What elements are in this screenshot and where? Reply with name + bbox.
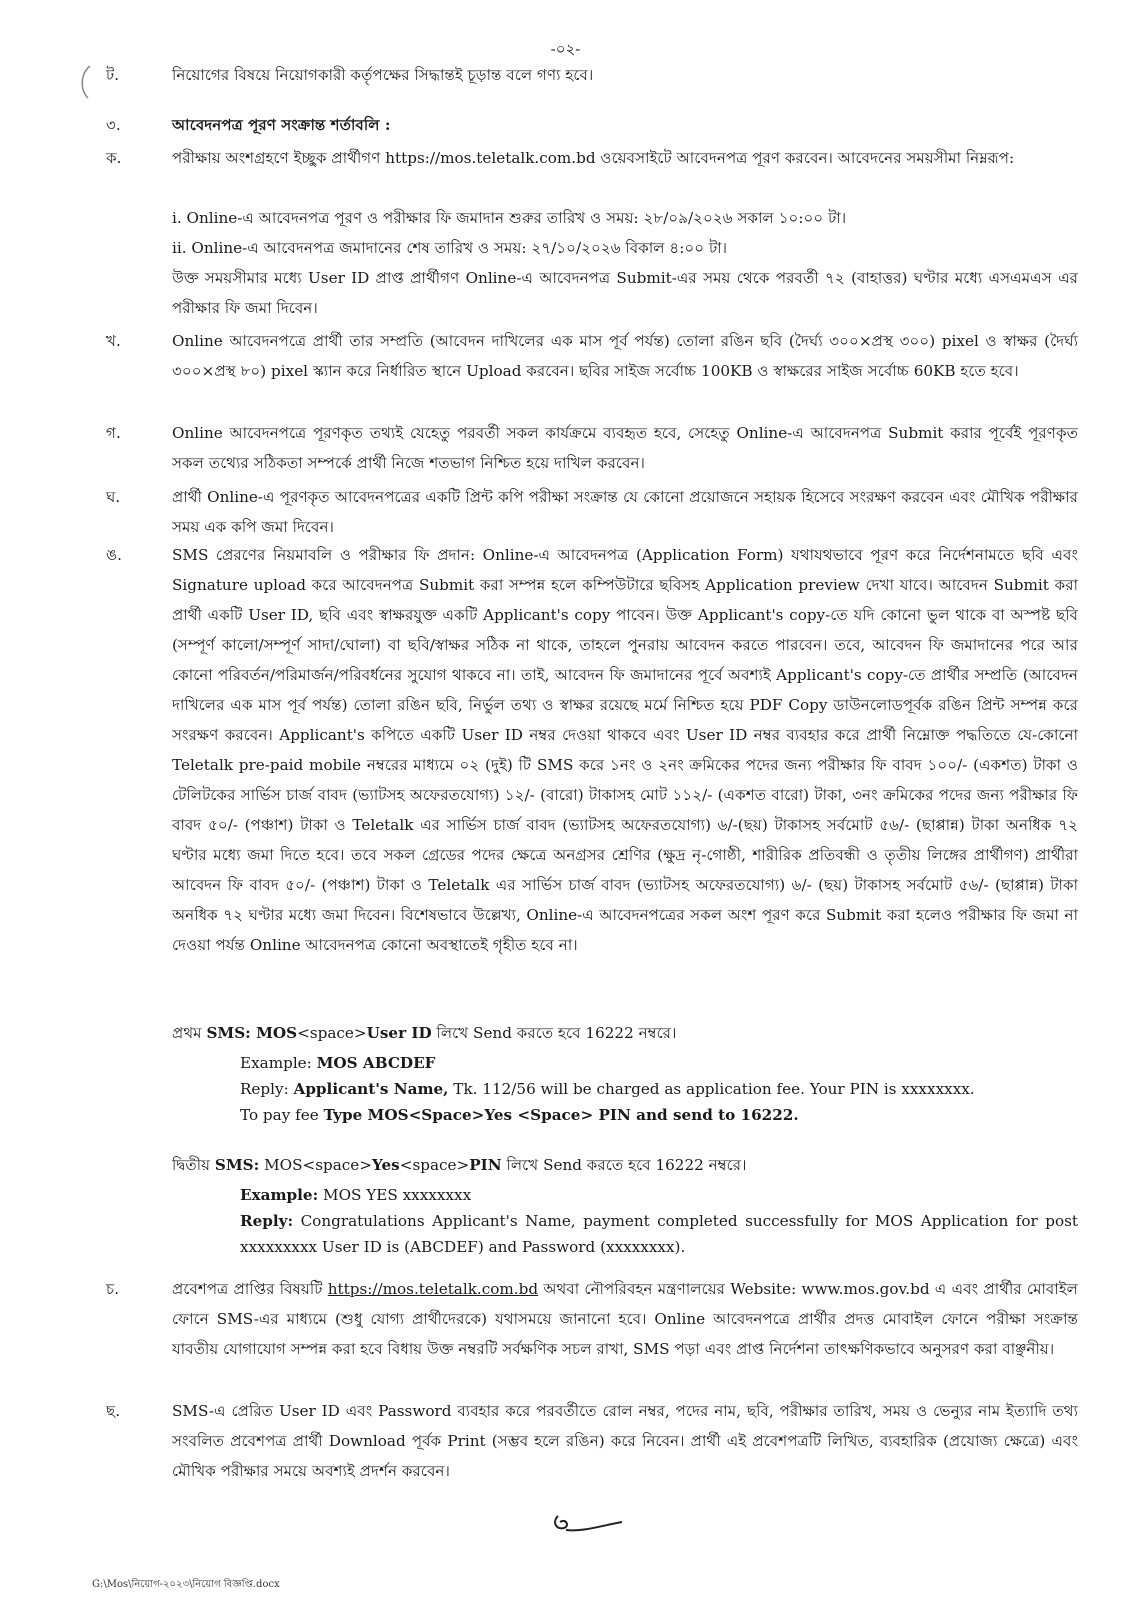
clause-ga — [106, 418, 1078, 478]
deadline-start: i. Online-এ আবেদনপত্র পূরণ ও পরীক্ষার ফি জমাদান শুরুর তারিখ ও সময়: ২৮/০৯/২০২৬ সকাল ১০:০০ টা। — [172, 209, 847, 227]
reply-label: Reply: — [240, 1212, 294, 1230]
sms1-reply — [240, 1076, 1078, 1128]
sms-prefix: প্রথম — [172, 1024, 202, 1042]
sms-space-tag: <space> — [302, 1156, 372, 1174]
sms-second-instruction — [172, 1150, 1078, 1180]
clause-cha — [106, 1274, 1078, 1364]
clause-kha — [106, 326, 1078, 386]
section-3 — [106, 110, 1078, 140]
example-value: MOS YES xxxxxxxx — [318, 1186, 472, 1204]
sms-mos: MOS — [259, 1156, 303, 1174]
section-label: ৩. — [106, 116, 121, 134]
initials-signature — [548, 1508, 628, 1538]
clause-t — [106, 60, 1078, 90]
pay-instruction: Type MOS<Space>Yes <Space> PIN and send to 16222. — [323, 1106, 799, 1124]
reply-text: Congratulations Applicant's Name, payment completed successfully for MOS Application for post xxxxxxxxx User ID is (ABCDEF) and Password (xxxxxxxx). — [240, 1212, 1078, 1256]
sms-space-tag: <space> — [297, 1024, 367, 1042]
file-path-footer: G:\Mos\নিয়োগ-২০২৩\নিয়োগ বিজ্ঞপ্তি.docx — [92, 1579, 280, 1590]
clause-text: পরীক্ষায় অংশগ্রহণে ইচ্ছুক প্রার্থীগণ https://mos.teletalk.com.bd ওয়েবসাইটে আবেদনপত্র পূরণ করবেন। আবেদনের সময়সীমা নিম্নরূপ: — [172, 149, 1015, 167]
clause-label: ছ. — [106, 1402, 121, 1420]
clause-ka — [106, 143, 1078, 173]
clause-chha — [106, 1396, 1078, 1486]
sms-pin: PIN — [469, 1156, 502, 1174]
sms-keyword: SMS: — [214, 1156, 260, 1174]
sms-prefix: দ্বিতীয় — [172, 1156, 211, 1174]
margin-pen-mark — [76, 62, 96, 102]
section-title: আবেদনপত্র পূরণ সংক্রান্ত শর্তাবলি : — [172, 116, 391, 134]
sms-first-instruction — [172, 1018, 1078, 1048]
clause-label: ঙ. — [106, 546, 122, 564]
clause-text: Online আবেদনপত্রে পূরণকৃত তথ্যই যেহেতু পরবর্তী সকল কার্যক্রমে ব্যবহৃত হবে, সেহেতু Online-এ আবেদনপত্র Submit করার পূর্বেই পূরণকৃত সকল তথ্যের সঠিকতা সম্পর্কে প্রার্থী নিজে শতভাগ নিশ্চিত হয়ে দাখিল করবেন। — [172, 424, 1078, 472]
sms-suffix: লিখে Send করতে হবে 16222 নম্বরে। — [431, 1024, 677, 1042]
sms-suffix: লিখে Send করতে হবে 16222 নম্বরে। — [501, 1156, 747, 1174]
sms-space-tag: <space> — [399, 1156, 470, 1174]
sms2-reply — [240, 1208, 1078, 1260]
reply-name: Applicant's Name, — [293, 1080, 449, 1098]
reply-label: Reply: — [240, 1080, 289, 1098]
clause-text-before: প্রবেশপত্র প্রাপ্তির বিষয়টি — [172, 1280, 328, 1298]
sms1-example — [240, 1050, 1078, 1076]
example-label: Example: — [240, 1186, 319, 1204]
reply-text: Tk. 112/56 will be charged as application fee. Your PIN is xxxxxxxx. — [448, 1080, 975, 1098]
sms-keyword: SMS: MOS — [206, 1024, 298, 1042]
clause-label: চ. — [106, 1280, 120, 1298]
sms-user-id: User ID — [366, 1024, 432, 1042]
clause-label: ট. — [106, 66, 120, 84]
clause-label: ক. — [106, 149, 122, 167]
clause-text-after: অথবা নৌপরিবহন মন্ত্রণালয়ের Website: www.mos.gov.bd এ এবং প্রার্থীর মোবাইল ফোনে SMS-এর মাধ্যমে (শুধু যোগ্য প্রার্থীদেরকে) যথাসময়ে জানানো হবে। Online আবেদনপত্রে প্রার্থীর প্রদত্ত মোবাইল ফোনে পরীক্ষা সংক্রান্ত যাবতীয় যোগাযোগ সম্পন্ন করা হবে বিধায় উক্ত নম্বরটি সর্বক্ষণিক সচল রাখা, SMS পড়া এবং প্রাপ্ত নির্দেশনা তাৎক্ষণিকভাবে অনুসরণ করা বাঞ্ছনীয়। — [172, 1280, 1078, 1358]
clause-label: ঘ. — [106, 488, 121, 506]
clause-text: SMS প্রেরণের নিয়মাবলি ও পরীক্ষার ফি প্রদান: Online-এ আবেদনপত্র (Application Form) যথাযথভাবে পূরণ করে নির্দেশনামতে ছবি এবং Signature upload করে আবেদনপত্র Submit করা সম্পন্ন হলে কম্পিউটারে ছবিসহ Application preview দেখা যাবে। আবেদন Submit করা প্রার্থী একটি User ID, ছবি এবং স্বাক্ষরযুক্ত একটি Applicant's copy পাবেন। উক্ত Applicant's copy-তে যদি কোনো ভুল থাকে বা অস্পষ্ট ছবি (সম্পূর্ণ কালো/সম্পূর্ণ সাদা/ঘোলা) বা ছবি/স্বাক্ষর সঠিক না থাকে, তাহলে পুনরায় আবেদন করতে পারবেন। তবে, আবেদন ফি জমাদানের পরে আর কোনো পরিবর্তন/পরিমার্জন/পরিবর্ধনের সুযোগ থাকবে না। তাই, আবেদন ফি জমাদানের পূর্বে অবশ্যই Applicant's copy-তে প্রার্থীর সম্প্রতি (আবেদন দাখিলের এক মাস পূর্ব পর্যন্ত) তোলা রঙিন ছবি, নির্ভুল তথ্য ও স্বাক্ষর রয়েছে মর্মে নিশ্চিত হয়ে PDF Copy ডাউনলোডপূর্বক রঙিন প্রিন্ট সম্পন্ন করে সংরক্ষণ করবেন। Applicant's কপিতে একটি User ID নম্বর দেওয়া থাকবে এবং User ID নম্বর ব্যবহার করে প্রার্থী নিম্নোক্ত পদ্ধতিতে যে-কোনো Teletalk pre-paid mobile নম্বরের মাধ্যমে ০২ (দুই) টি SMS করে ১নং ও ২নং ক্রমিকের পদের জন্য পরীক্ষার ফি বাবদ ১০০/- (একশত) টাকা ও টেলিটকের সার্ভিস চার্জ বাবদ (ভ্যাটসহ অফেরতযোগ্য) ১২/- (বারো) টাকাসহ মোট ১১২/- (একশত বারো) টাকা, ৩নং ক্রমিকের পদের জন্য পরীক্ষার ফি বাবদ ৫০/- (পঞ্চাশ) টাকা ও Teletalk এর সার্ভিস চার্জ বাবদ (ভ্যাটসহ অফেরতযোগ্য) ৬/-(ছয়) টাকাসহ সর্বমোট ৫৬/- (ছাপ্পান্ন) টাকা অনধিক ৭২ ঘণ্টার মধ্যে জমা দিতে হবে। তবে সকল গ্রেডের পদের ক্ষেত্রে অনগ্রসর শ্রেণির (ক্ষুদ্র নৃ-গোষ্ঠী, শারীরিক প্রতিবন্ধী ও তৃতীয় লিঙ্গের প্রার্থীগণ) প্রার্থীরা আবেদন ফি বাবদ ৫০/- (পঞ্চাশ) টাকা ও Teletalk এর সার্ভিস চার্জ বাবদ (ভ্যাটসহ অফেরতযোগ্য) ৬/- (ছয়) টাকাসহ সর্বমোট ৫৬/- (ছাপ্পান্ন) টাকা অনধিক ৭২ ঘণ্টার মধ্যে জমা দিবেন। বিশেষভাবে উল্লেখ্য, Online-এ আবেদনপত্রের সকল অংশ পূরণ করে Submit করা হলেও পরীক্ষার ফি জমা না দেওয়া পর্যন্ত Online আবেদনপত্র কোনো অবস্থাতেই গৃহীত হবে না। — [172, 546, 1078, 954]
example-label: Example: — [240, 1054, 312, 1072]
clause-label: খ. — [106, 332, 121, 350]
deadline-note: উক্ত সময়সীমার মধ্যে User ID প্রাপ্ত প্রার্থীগণ Online-এ আবেদনপত্র Submit-এর সময় থেকে পরবর্তী ৭২ (বাহাত্তর) ঘণ্টার মধ্যে এসএমএস এর পরীক্ষার ফি জমা দিবেন। — [172, 269, 1078, 317]
clause-umo — [106, 540, 1078, 960]
deadline-end: ii. Online-এ আবেদনপত্র জমাদানের শেষ তারিখ ও সময়: ২৭/১০/২০২৬ বিকাল ৪:০০ টা। — [172, 239, 728, 257]
example-value: MOS ABCDEF — [316, 1054, 436, 1072]
sms2-example — [240, 1182, 1078, 1208]
sms-yes: Yes — [372, 1156, 400, 1174]
clause-text — [172, 1274, 1078, 1364]
clause-text: SMS-এ প্রেরিত User ID এবং Password ব্যবহার করে পরবর্তীতে রোল নম্বর, পদের নাম, ছবি, পরীক্ষার তারিখ, সময় ও ভেন্যুর নাম ইত্যাদি তথ্য সংবলিত প্রবেশপত্র প্রার্থী Download পূর্বক Print (সম্ভব হলে রঙিন) করে নিবেন। প্রার্থী এই প্রবেশপত্রটি লিখিত, ব্যবহারিক (প্রযোজ্য ক্ষেত্রে) এবং মৌখিক পরীক্ষার সময়ে অবশ্যই প্রদর্শন করবেন। — [172, 1402, 1078, 1480]
clause-gha — [106, 482, 1078, 542]
pay-text: To pay fee — [240, 1106, 324, 1124]
page-number: -০২- — [550, 40, 581, 58]
clause-text: প্রার্থী Online-এ পূরণকৃত আবেদনপত্রের একটি প্রিন্ট কপি পরীক্ষা সংক্রান্ত যে কোনো প্রয়োজনে সহায়ক হিসেবে সংরক্ষণ করবেন এবং মৌখিক পরীক্ষার সময় এক কপি জমা দিবেন। — [172, 488, 1078, 536]
clause-label: গ. — [106, 424, 121, 442]
teletalk-link[interactable]: https://mos.teletalk.com.bd — [327, 1280, 539, 1298]
clause-text: নিয়োগের বিষয়ে নিয়োগকারী কর্তৃপক্ষের সিদ্ধান্তই চূড়ান্ত বলে গণ্য হবে। — [172, 66, 594, 84]
clause-text: Online আবেদনপত্রে প্রার্থী তার সম্প্রতি (আবেদন দাখিলের এক মাস পূর্ব পর্যন্ত) তোলা রঙিন ছবি (দৈর্ঘ্য ৩০০×প্রস্থ ৩০০) pixel ও স্বাক্ষর (দৈর্ঘ্য ৩০০×প্রস্থ ৮০) pixel স্ক্যান করে নির্ধারিত স্থানে Upload করবেন। ছবির সাইজ সর্বোচ্চ 100KB ও স্বাক্ষরের সাইজ সর্বোচ্চ 60KB হতে হবে। — [172, 332, 1078, 380]
